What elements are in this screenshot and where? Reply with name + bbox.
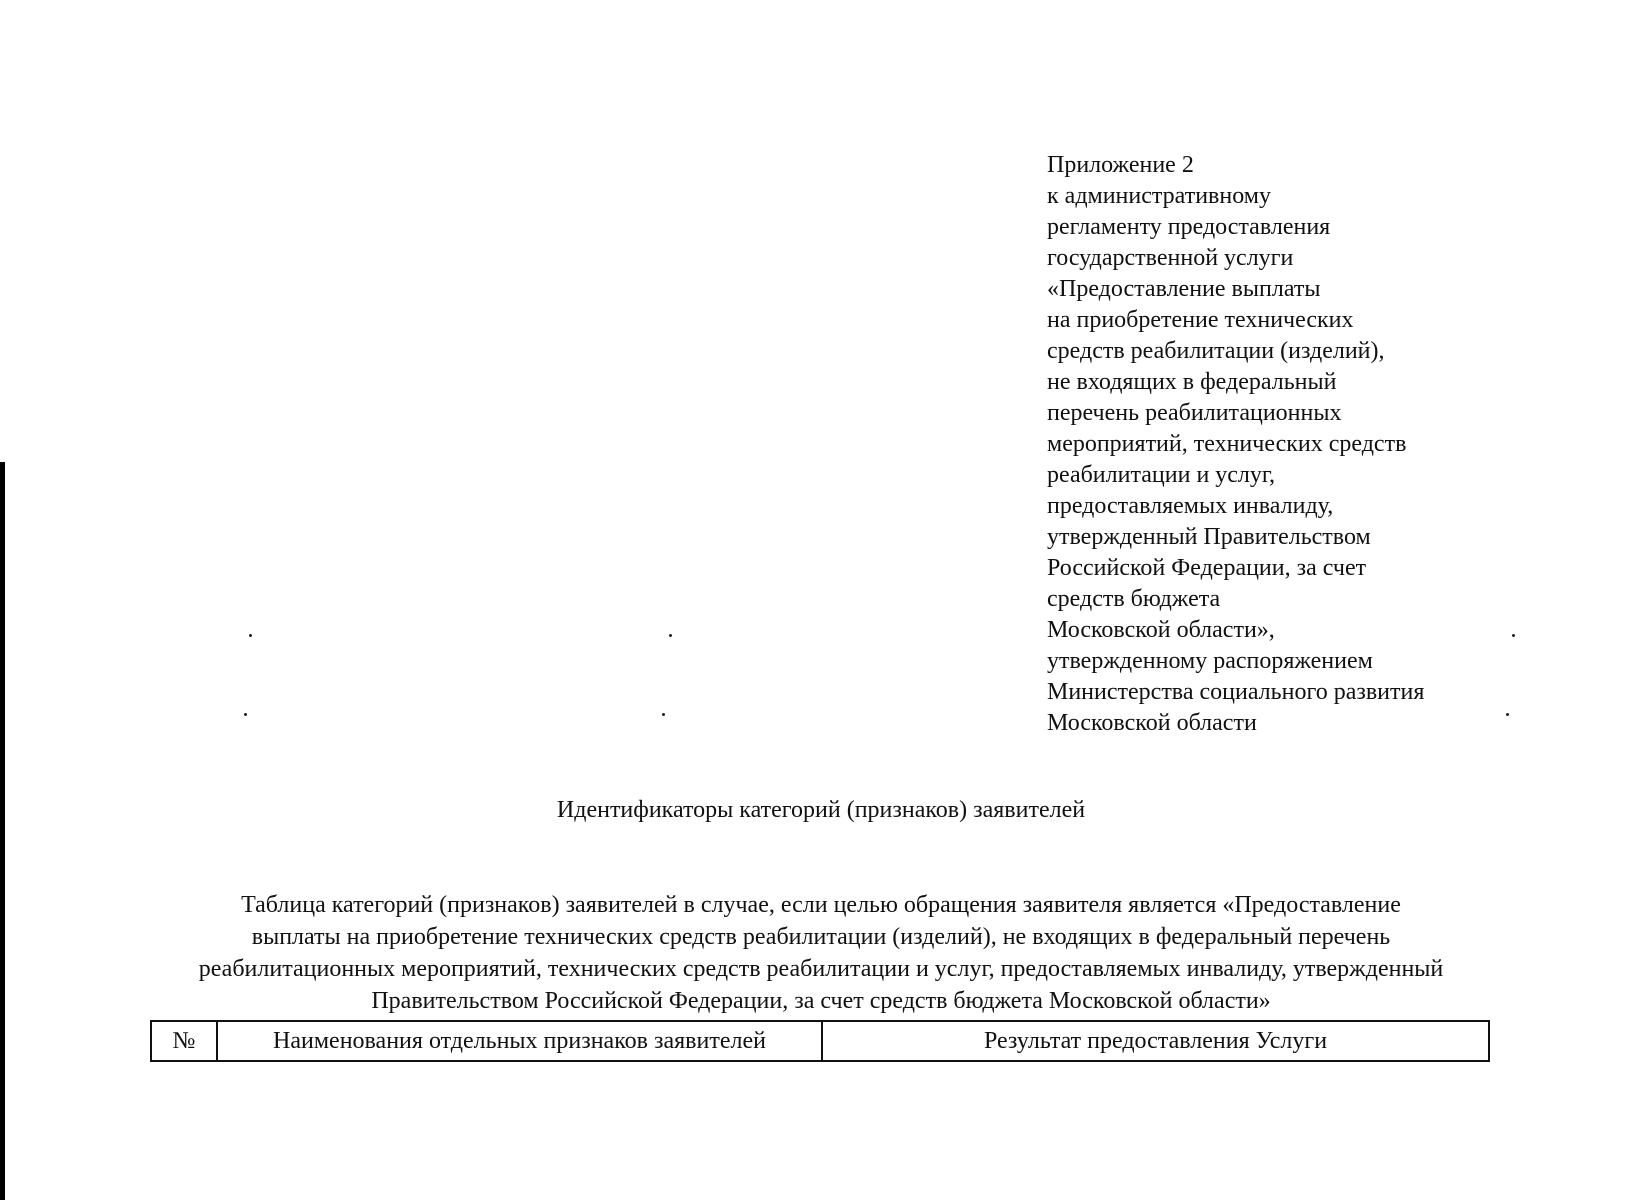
- appendix-line: «Предоставление выплаты: [1047, 276, 1321, 302]
- header-service-result: Результат предоставления Услуги: [822, 1021, 1489, 1061]
- appendix-line: Московской области»,: [1047, 617, 1275, 643]
- appendix-line: Российской Федерации, за счет: [1047, 555, 1367, 581]
- appendix-line: к административному: [1047, 183, 1271, 209]
- table-caption-line: Таблица категорий (признаков) заявителей в случае, если целью обращения заявителя является «Предоставление: [241, 892, 1401, 918]
- appendix-line: средств реабилитации (изделий),: [1047, 338, 1385, 364]
- table-header-row: [151, 1021, 1489, 1061]
- appendix-line: реабилитации и услуг,: [1047, 462, 1276, 488]
- scan-speck: [244, 713, 247, 716]
- table-caption-line: Правительством Российской Федерации, за счет средств бюджета Московской области»: [371, 988, 1271, 1014]
- table-caption-line: выплаты на приобретение технических средств реабилитации (изделий), не входящих в федеральный перечень: [251, 924, 1391, 950]
- categories-table: [150, 1020, 1490, 1062]
- scan-speck: [1506, 713, 1509, 716]
- scan-edge-bar: [0, 462, 5, 1200]
- appendix-line: предоставляемых инвалиду,: [1047, 493, 1334, 519]
- appendix-line: Московской области: [1047, 710, 1257, 736]
- appendix-line: Министерства социального развития: [1047, 679, 1425, 705]
- header-feature-names: Наименования отдельных признаков заявителей: [217, 1021, 822, 1061]
- appendix-line: Приложение 2: [1047, 152, 1194, 178]
- appendix-line: государственной услуги: [1047, 245, 1294, 271]
- appendix-line: перечень реабилитационных: [1047, 400, 1342, 426]
- scan-speck: [669, 634, 672, 637]
- scan-speck: [249, 634, 252, 637]
- appendix-line: не входящих в федеральный: [1047, 369, 1337, 395]
- appendix-line: на приобретение технических: [1047, 307, 1354, 333]
- appendix-block: [1047, 150, 1487, 739]
- header-number: №: [151, 1021, 217, 1061]
- appendix-line: утвержденный Правительством: [1047, 524, 1371, 550]
- table-caption-line: реабилитационных мероприятий, технических средств реабилитации и услуг, предоставляемых инвалиду, утвержденный: [198, 956, 1444, 982]
- appendix-line: регламенту предоставления: [1047, 214, 1331, 240]
- section-title: Идентификаторы категорий (признаков) заявителей: [556, 797, 1086, 823]
- scan-speck: [1512, 634, 1515, 637]
- scan-speck: [662, 713, 665, 716]
- appendix-line: средств бюджета: [1047, 586, 1221, 612]
- appendix-line: мероприятий, технических средств: [1047, 431, 1407, 457]
- table-caption: [150, 889, 1492, 1017]
- appendix-line: утвержденному распоряжением: [1047, 648, 1373, 674]
